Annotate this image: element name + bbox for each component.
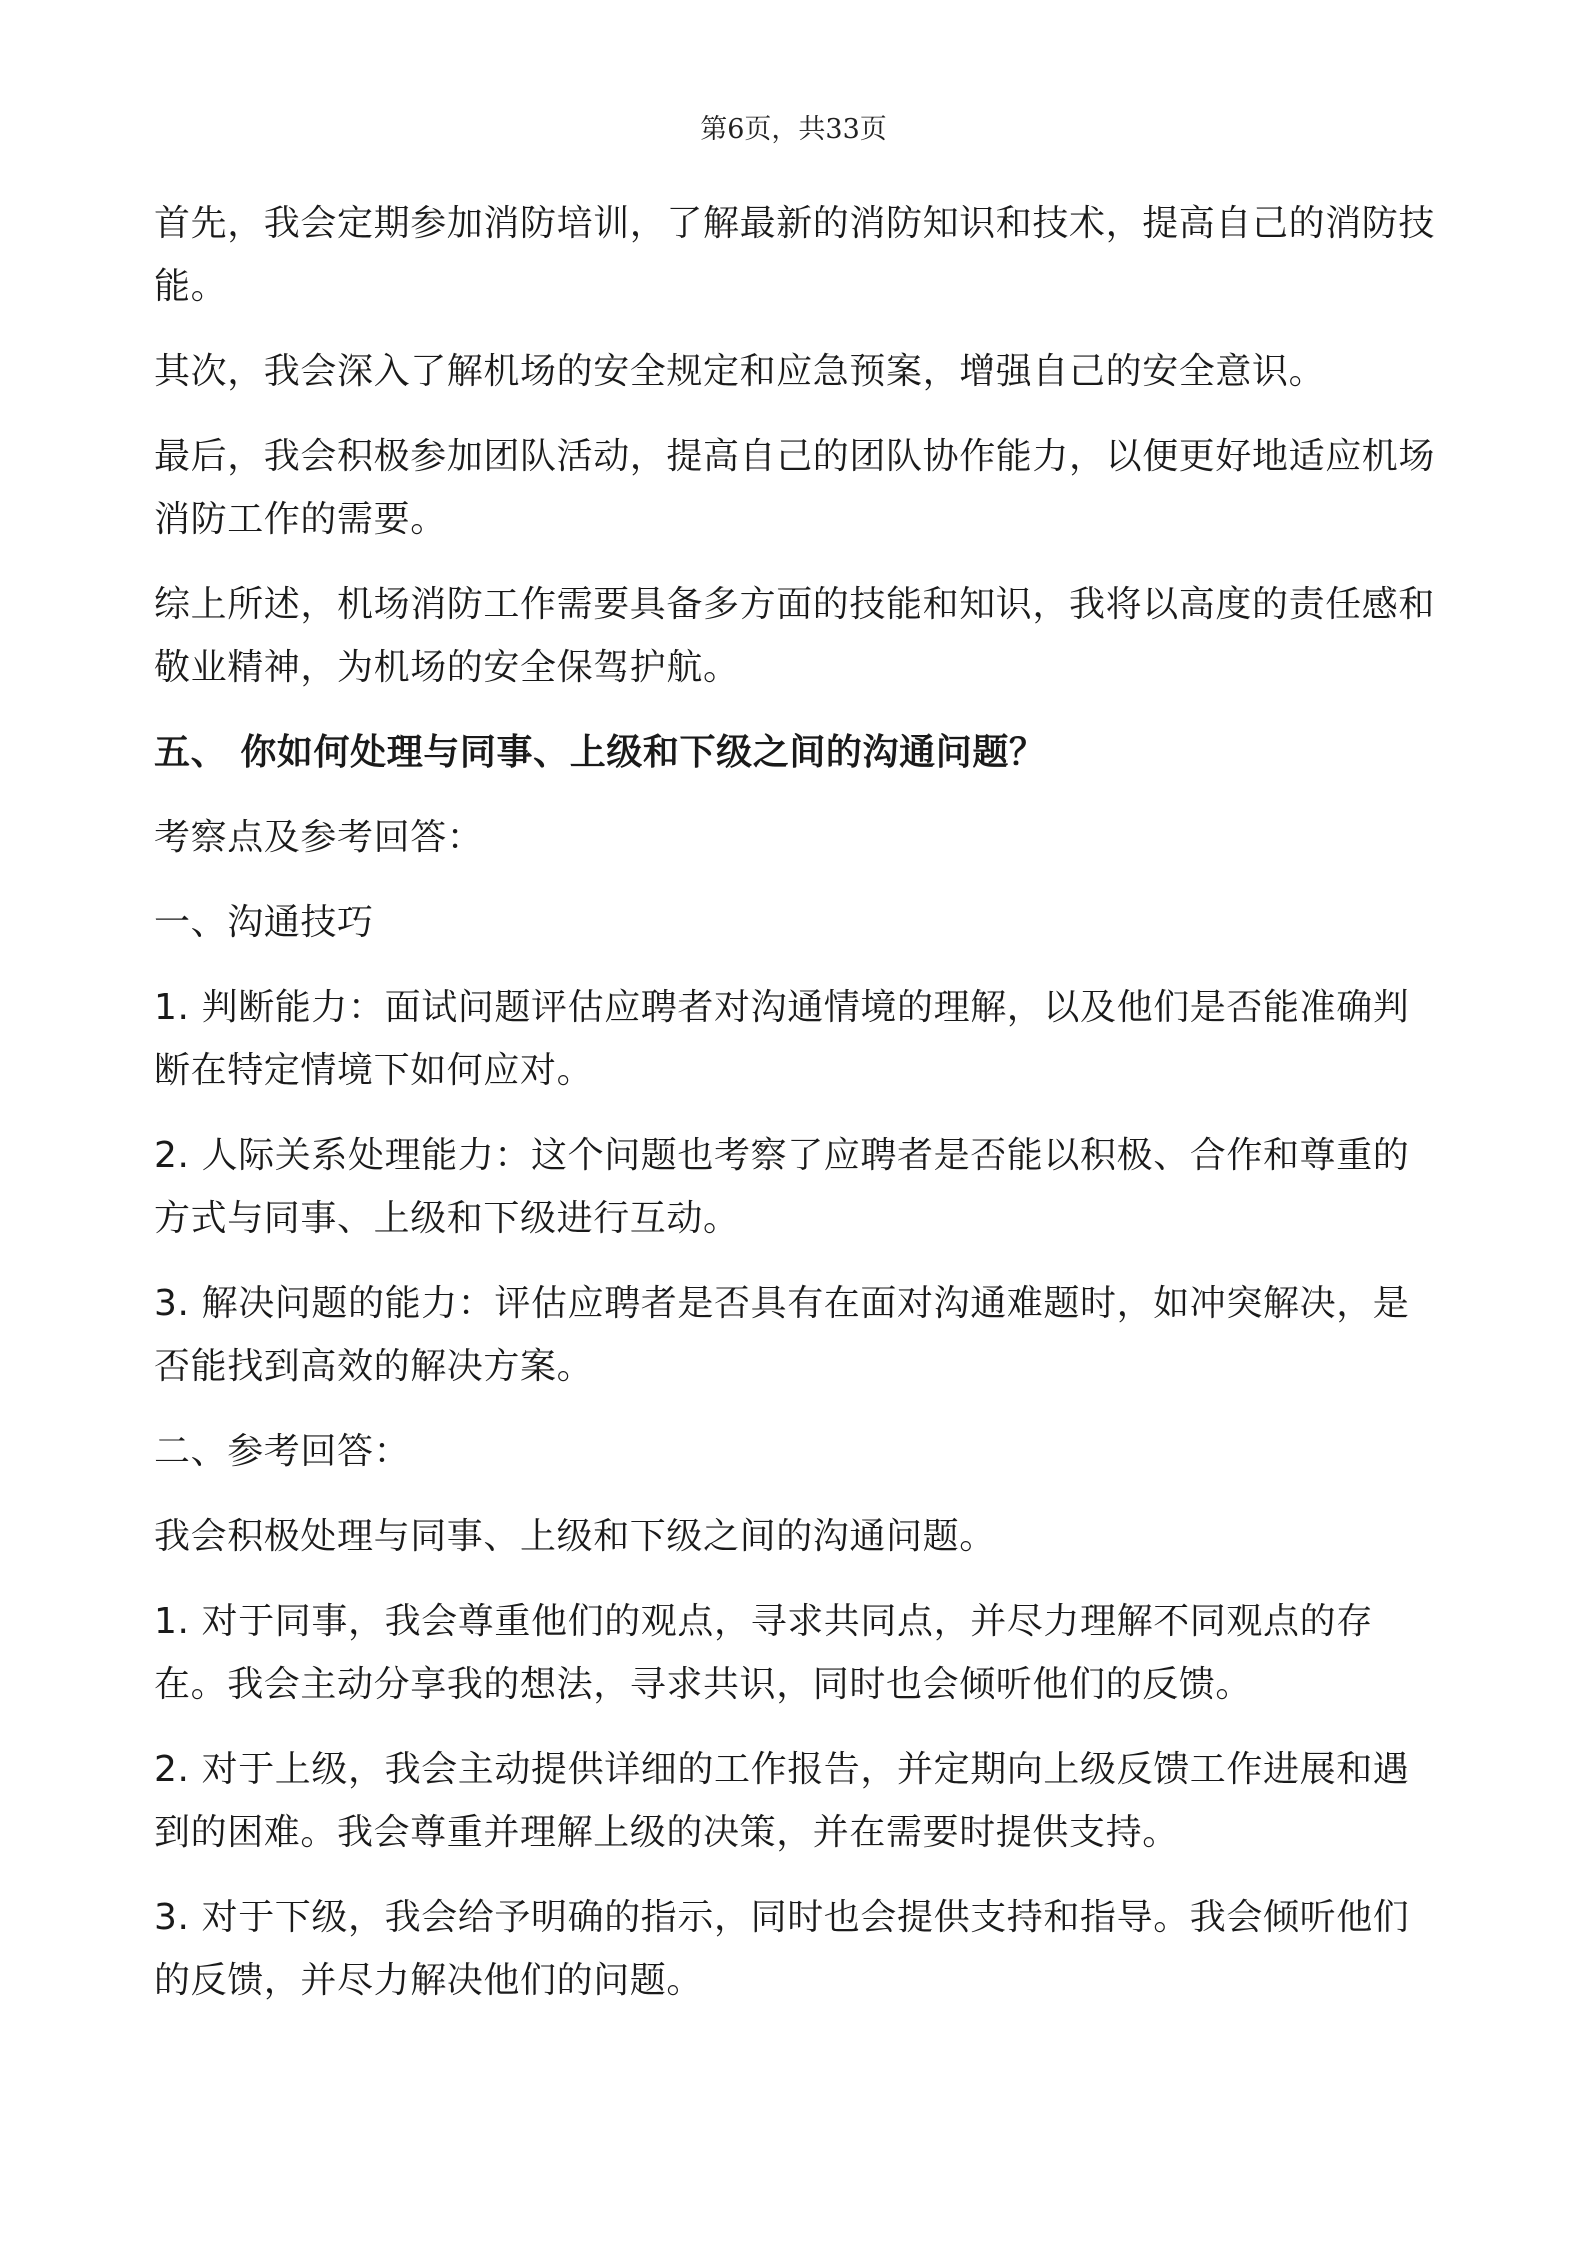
paragraph-assessment-intro: 考察点及参考回答： <box>154 817 484 858</box>
page-number-header: 第6页，共33页 <box>700 114 887 145</box>
paragraph-answer-intro: 我会积极处理与同事、上级和下级之间的沟通问题。 <box>154 1516 996 1557</box>
subheading-communication-skills: 一、沟通技巧 <box>154 902 374 943</box>
list-item-subordinates: 3. 对于下级，我会给予明确的指示，同时也会提供支持和指导。我会倾听他们的反馈，并尽力解决他们的问题。 <box>154 1897 1410 2001</box>
list-item-problem-solving: 3. 解决问题的能力：评估应聘者是否具有在面对沟通难题时，如冲突解决，是否能找到高效的解决方案。 <box>154 1283 1410 1387</box>
list-item-judgment: 1. 判断能力：面试问题评估应聘者对沟通情境的理解，以及他们是否能准确判断在特定情境下如何应对。 <box>154 987 1410 1091</box>
section-heading-five: 五、 你如何处理与同事、上级和下级之间的沟通问题？ <box>154 732 1046 773</box>
paragraph-safety-rules: 其次，我会深入了解机场的安全规定和应急预案，增强自己的安全意识。 <box>154 351 1326 392</box>
list-item-colleagues: 1. 对于同事，我会尊重他们的观点，寻求共同点，并尽力理解不同观点的存在。我会主动分享我的想法，寻求共识，同时也会倾听他们的反馈。 <box>154 1601 1373 1705</box>
list-item-interpersonal: 2. 人际关系处理能力：这个问题也考察了应聘者是否能以积极、合作和尊重的方式与同事、上级和下级进行互动。 <box>154 1135 1410 1239</box>
paragraph-summary: 综上所述，机场消防工作需要具备多方面的技能和知识，我将以高度的责任感和敬业精神，为机场的安全保驾护航。 <box>154 584 1436 688</box>
paragraph-teamwork: 最后，我会积极参加团队活动，提高自己的团队协作能力，以便更好地适应机场消防工作的需要。 <box>154 436 1436 540</box>
subheading-reference-answer: 二、参考回答： <box>154 1431 411 1472</box>
list-item-superiors: 2. 对于上级，我会主动提供详细的工作报告，并定期向上级反馈工作进展和遇到的困难。我会尊重并理解上级的决策，并在需要时提供支持。 <box>154 1749 1410 1853</box>
paragraph-training: 首先，我会定期参加消防培训，了解最新的消防知识和技术，提高自己的消防技能。 <box>154 203 1436 307</box>
document-body <box>154 192 1444 2034</box>
